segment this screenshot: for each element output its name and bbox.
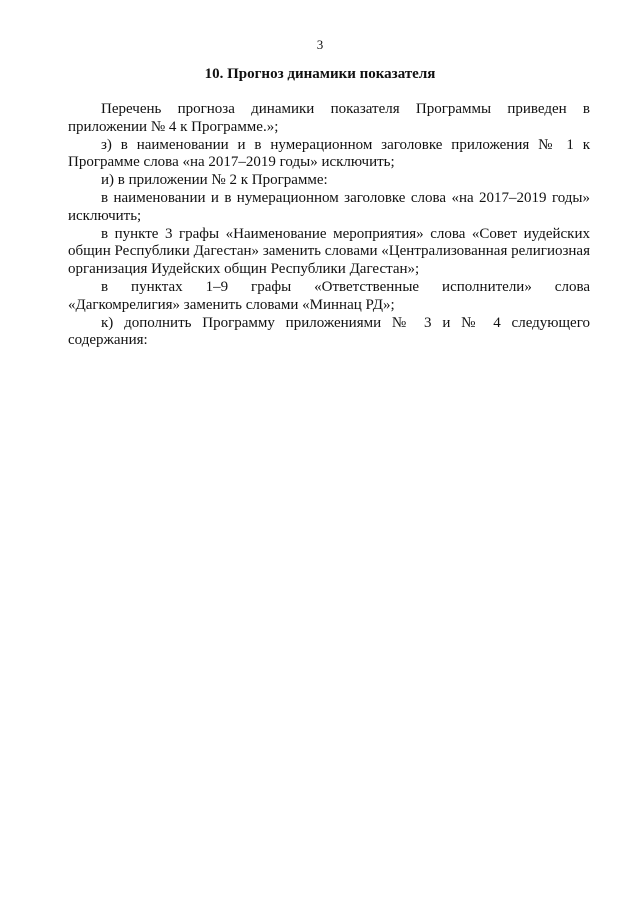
paragraph-heading-change: в наименовании и в нумерационном заголовке слова «на 2017–2019 годы» исключить;: [68, 189, 590, 224]
paragraph-points-1-9-change: в пунктах 1–9 графы «Ответственные исполнители» слова «Дагкомрелигия» заменить словами «Миннац РД»;: [68, 278, 590, 313]
paragraph-item-z: з) в наименовании и в нумерационном заголовке приложения № 1 к Программе слова «на 2017–2019 годы» исключить;: [68, 136, 590, 171]
document-body: [68, 101, 590, 350]
page-number: 3: [316, 37, 324, 52]
section-heading: 10. Прогноз динамики показателя: [204, 66, 436, 82]
paragraph-point-3-change: в пункте 3 графы «Наименование мероприятия» слова «Совет иудейских общин Республики Дагестан» заменить словами «Централизованная религиозная организация Иудейских общин Республики Дагестан»;: [68, 225, 590, 278]
paragraph-forecast-list: Перечень прогноза динамики показателя Программы приведен в приложении № 4 к Программе.»;: [68, 101, 590, 135]
paragraph-item-k: к) дополнить Программу приложениями № 3 и № 4 следующего содержания:: [68, 314, 590, 349]
paragraph-item-i: и) в приложении № 2 к Программе:: [101, 172, 328, 189]
